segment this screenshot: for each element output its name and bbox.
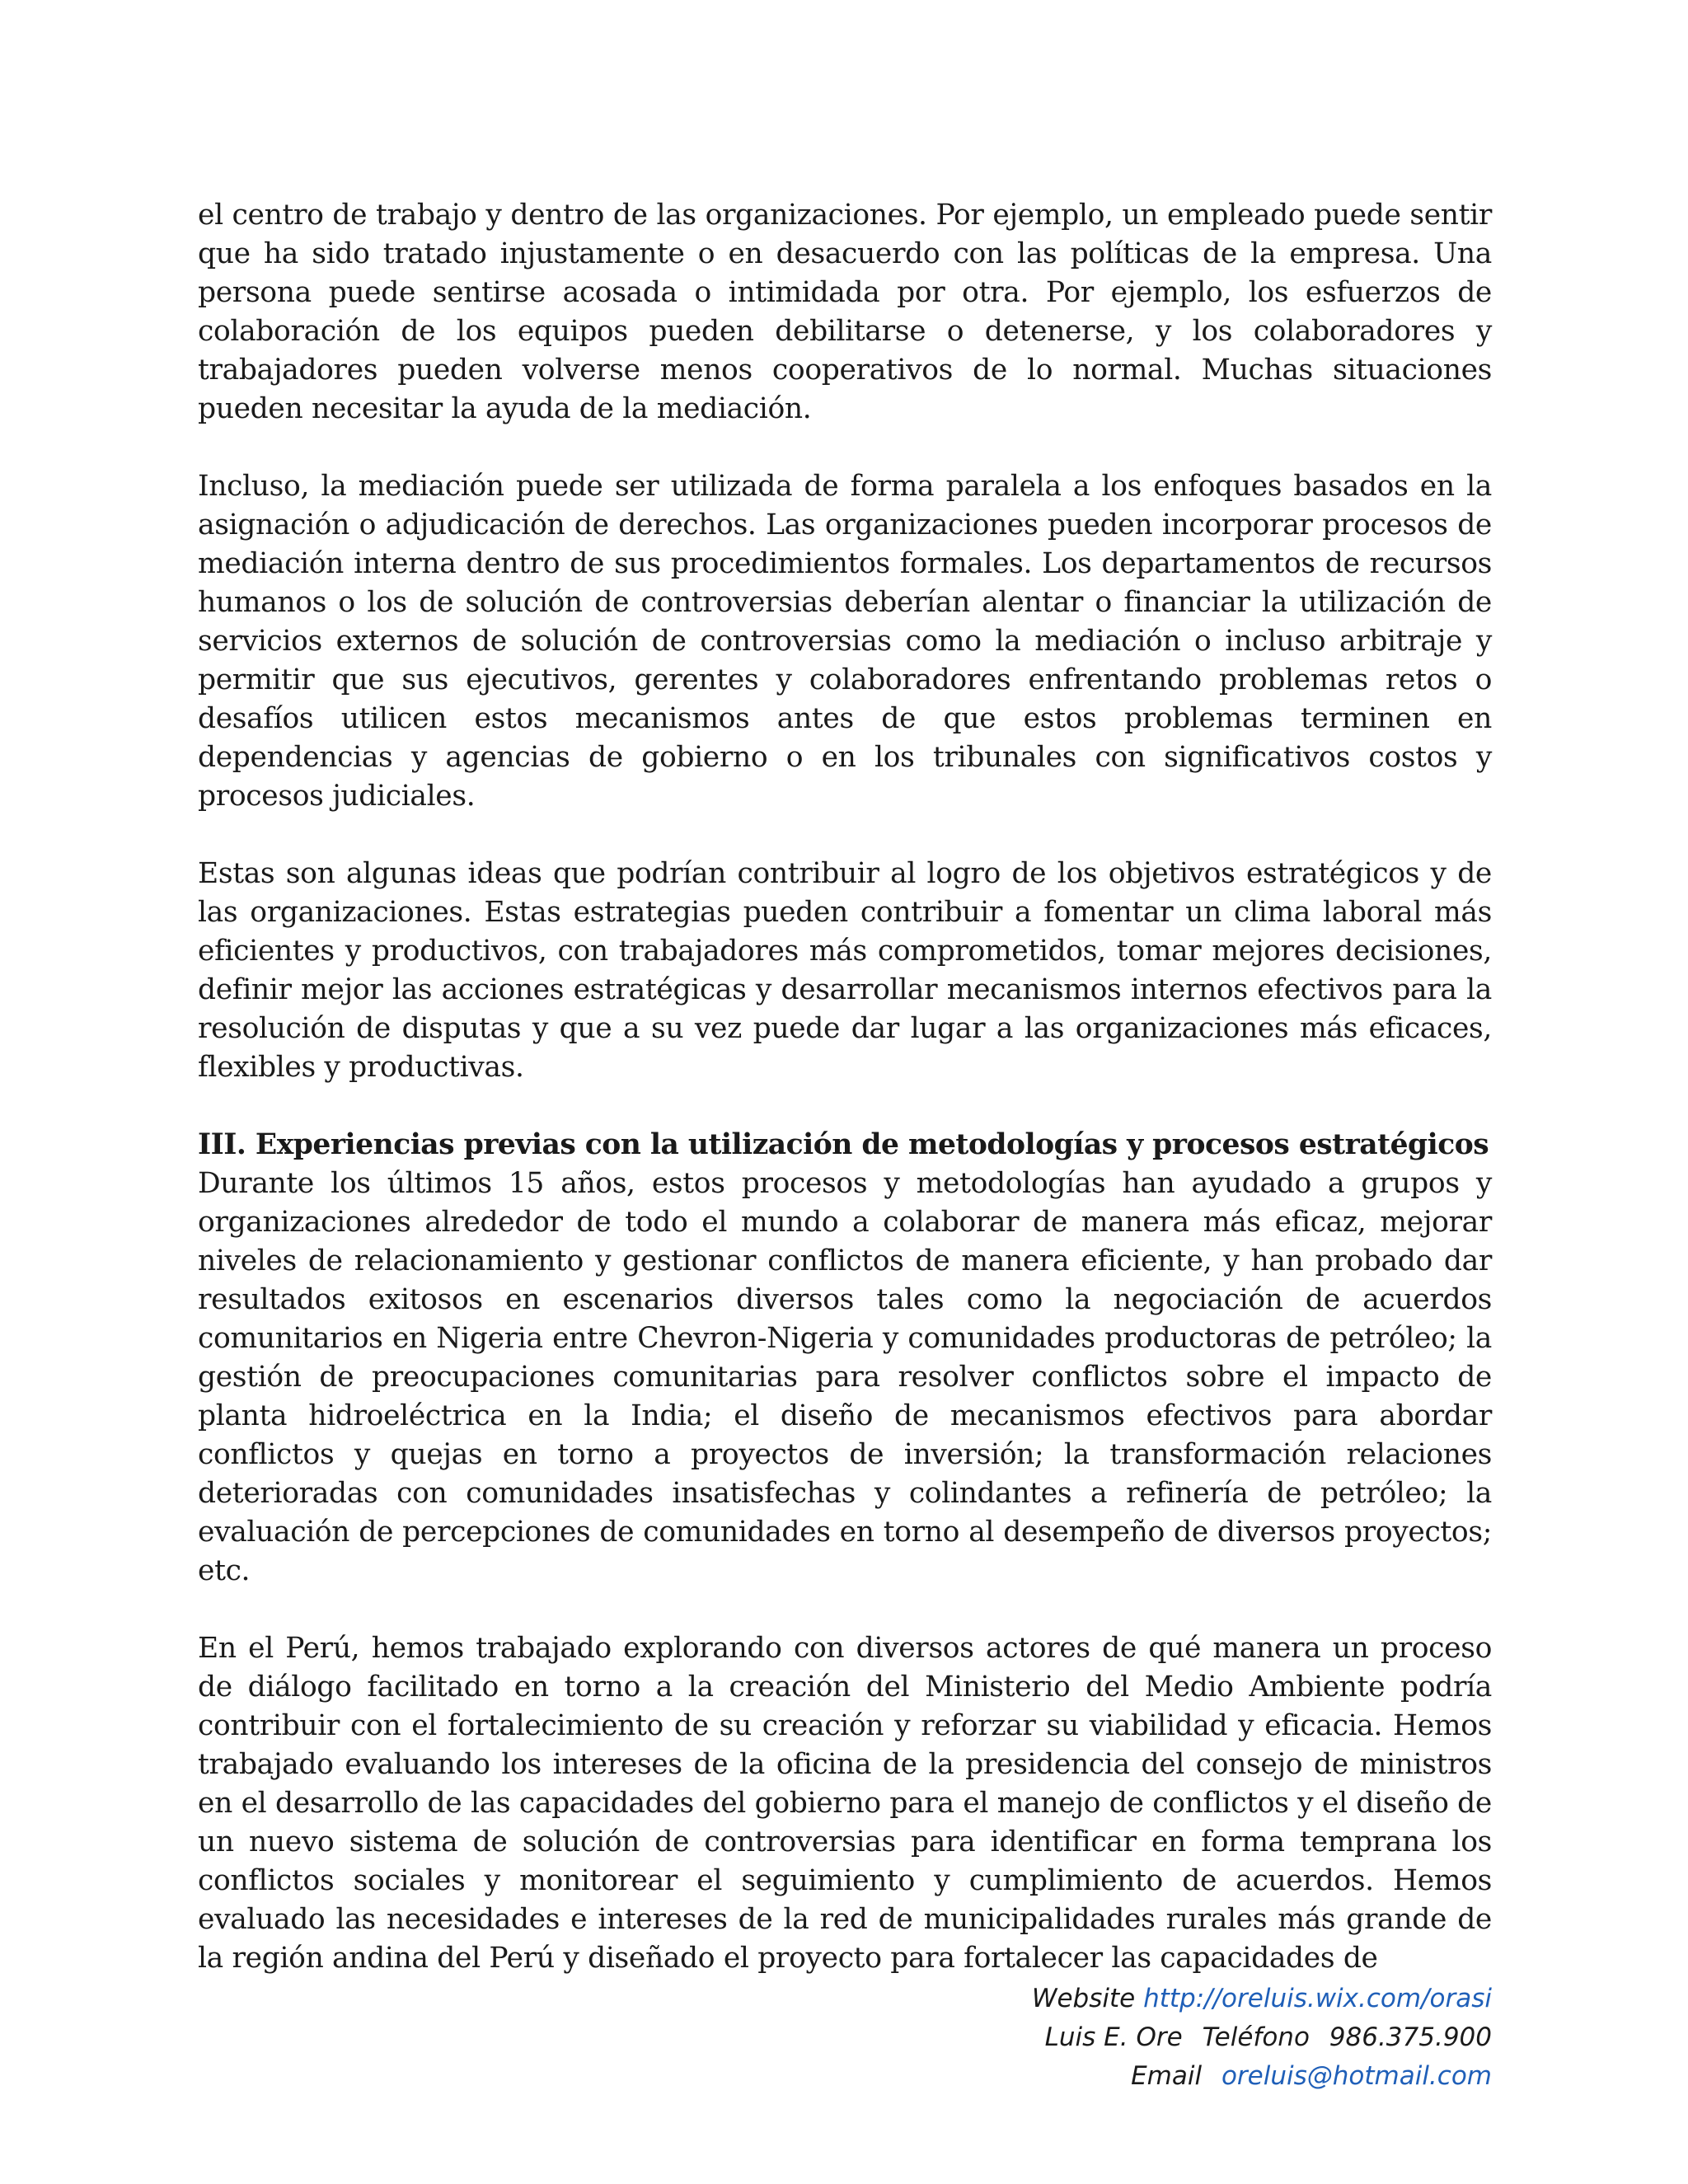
email-label: Email [1131, 2061, 1203, 2091]
paragraph-mediation-parallel: Incluso, la mediación puede ser utilizada de forma paralela a los enfoques basados en la asignación o adjudicación de derechos. Las organizaciones pueden incorporar procesos de mediación interna dentro de sus procedimientos formales. Los departamentos de recursos humanos o los de solución de controversias deberían alentar o financiar la utilización de servicios externos de solución de controversias como la mediación o incluso arbitraje y permitir que sus ejecutivos, gerentes y colaboradores enfrentando problemas retos o desafíos utilicen estos mecanismos antes de que estos problemas terminen en dependencias y agencias de gobierno o en los tribunales con significativos costos y procesos judiciales. [198, 470, 1492, 813]
contact-footer [1032, 1980, 1492, 2096]
footer-website-line [1032, 1980, 1492, 2018]
email-link[interactable]: oreluis@hotmail.com [1221, 2061, 1492, 2091]
section-heading-experiences: III. Experiencias previas con la utilización de metodologías y procesos estratégicos [198, 1128, 1489, 1161]
paragraph-previous-experiences: Durante los últimos 15 años, estos procesos y metodologías han ayudado a grupos y organizaciones alrededor de todo el mundo a colaborar de manera más eficaz, mejorar niveles de relacionamiento y gestionar conflictos de manera eficiente, y han probado dar resultados exitosos en escenarios diversos tales como la negociación de acuerdos comunitarios en Nigeria entre Chevron-Nigeria y comunidades productoras de petróleo; la gestión de preocupaciones comunitarias para resolver conflictos sobre el impacto de planta hidroeléctrica en la India; el diseño de mecanismos efectivos para abordar conflictos y quejas en torno a proyectos de inversión; la transformación relaciones deterioradas con comunidades insatisfechas y colindantes a refinería de petróleo; la evaluación de percepciones de comunidades en torno al desempeño de diversos proyectos; etc. [198, 1167, 1492, 1587]
phone-label: Teléfono [1202, 2022, 1310, 2052]
author-name: Luis E. Ore [1044, 2022, 1183, 2052]
document-body [198, 196, 1492, 2017]
website-link[interactable]: http://oreluis.wix.com/orasi [1143, 1984, 1492, 2013]
paragraph-strategic-ideas: Estas son algunas ideas que podrían contribuir al logro de los objetivos estratégicos y de las organizaciones. Estas estrategias pueden contribuir a fomentar un clima laboral más eficientes y productivos, con trabajadores más comprometidos, tomar mejores decisiones, definir mejor las acciones estratégicas y desarrollar mecanismos internos efectivos para la resolución de disputas y que a su vez puede dar lugar a las organizaciones más eficaces, flexibles y productivas. [198, 857, 1492, 1084]
footer-email-line [1032, 2057, 1492, 2096]
website-label: Website [1031, 1984, 1136, 2013]
paragraph-workplace-conflict: el centro de trabajo y dentro de las organizaciones. Por ejemplo, un empleado puede sentir que ha sido tratado injustamente o en desacuerdo con las políticas de la empresa. Una persona puede sentirse acosada o intimidada por otra. Por ejemplo, los esfuerzos de colaboración de los equipos pueden debilitarse o detenerse, y los colaboradores y trabajadores pueden volverse menos cooperativos de lo normal. Muchas situaciones pueden necesitar la ayuda de la mediación. [198, 199, 1492, 425]
paragraph-peru-work: En el Perú, hemos trabajado explorando con diversos actores de qué manera un proceso de diálogo facilitado en torno a la creación del Ministerio del Medio Ambiente podría contribuir con el fortalecimiento de su creación y reforzar su viabilidad y eficacia. Hemos trabajado evaluando los intereses de la oficina de la presidencia del consejo de ministros en el desarrollo de las capacidades del gobierno para el manejo de conflictos y el diseño de un nuevo sistema de solución de controversias para identificar en forma temprana los conflictos sociales y monitorear el seguimiento y cumplimiento de acuerdos. Hemos evaluado las necesidades e intereses de la red de municipalidades rurales más grande de la región andina del Perú y diseñado el proyecto para fortalecer las capacidades de [198, 1632, 1492, 1975]
phone-number: 986.375.900 [1329, 2022, 1492, 2052]
footer-phone-line [1032, 2018, 1492, 2057]
